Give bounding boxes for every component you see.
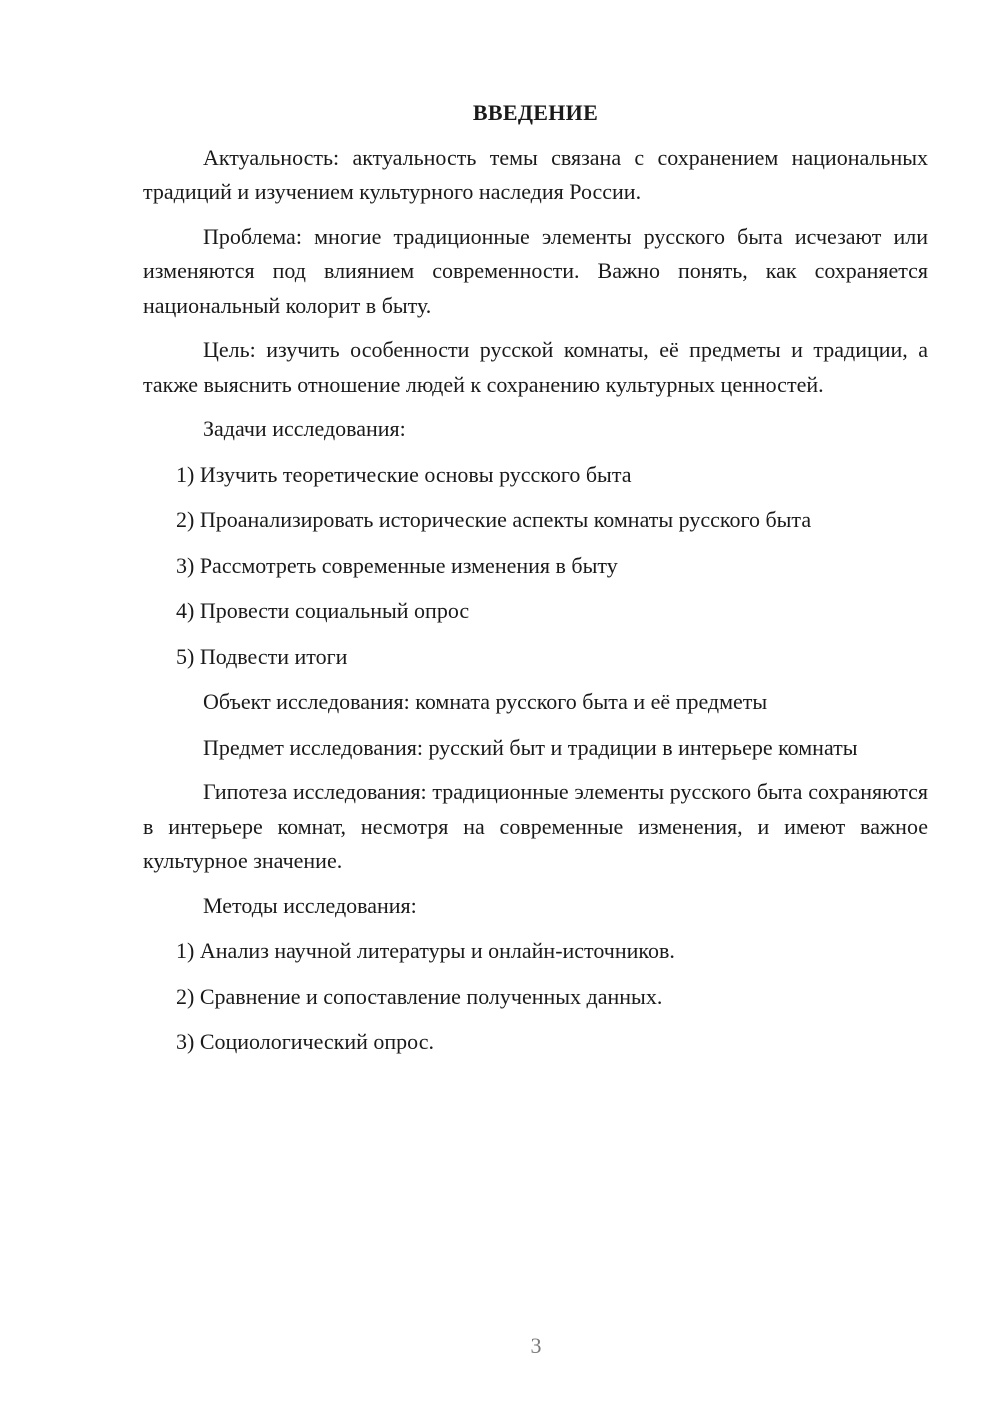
methods-list [143, 934, 928, 1060]
list-item: 2) Сравнение и сопоставление полученных данных. [176, 983, 663, 1009]
tasks-heading: Задачи исследования: [203, 416, 406, 441]
hypothesis-paragraph: Гипотеза исследования: традиционные элементы русского быта сохраняются в интерьере комнат, несмотря на современные изменения, и имеют важное культурное значение. [143, 779, 928, 873]
document-body [143, 96, 928, 1071]
tasks-list [143, 458, 928, 675]
list-item: 2) Проанализировать исторические аспекты комнаты русского быта [176, 507, 812, 532]
list-item: 3) Рассмотреть современные изменения в быту [176, 552, 618, 578]
goal-paragraph: Цель: изучить особенности русской комнаты, её предметы и традиции, а также выяснить отношение людей к сохранению культурных ценностей. [143, 337, 928, 397]
object-paragraph: Объект исследования: комната русского быта и её предметы [203, 689, 768, 714]
problem-paragraph: Проблема: многие традиционные элементы русского быта исчезают или изменяются под влиянием современности. Важно понять, как сохраняется национальный колорит в быту. [143, 223, 928, 318]
methods-heading: Методы исследования: [203, 892, 417, 918]
list-item: 3) Социологический опрос. [176, 1029, 434, 1054]
list-item: 4) Провести социальный опрос [176, 598, 470, 623]
list-item: 5) Подвести итоги [176, 643, 348, 669]
page-number: 3 [530, 1333, 542, 1358]
relevance-paragraph: Актуальность: актуальность темы связана с сохранением национальных традиций и изучением культурного наследия России. [143, 144, 928, 204]
list-item: 1) Изучить теоретические основы русского быта [176, 461, 632, 487]
page-title: ВВЕДЕНИЕ [472, 100, 599, 125]
subject-paragraph: Предмет исследования: русский быт и традиции в интерьере комнаты [203, 734, 858, 760]
list-item: 1) Анализ научной литературы и онлайн-источников. [176, 938, 675, 963]
